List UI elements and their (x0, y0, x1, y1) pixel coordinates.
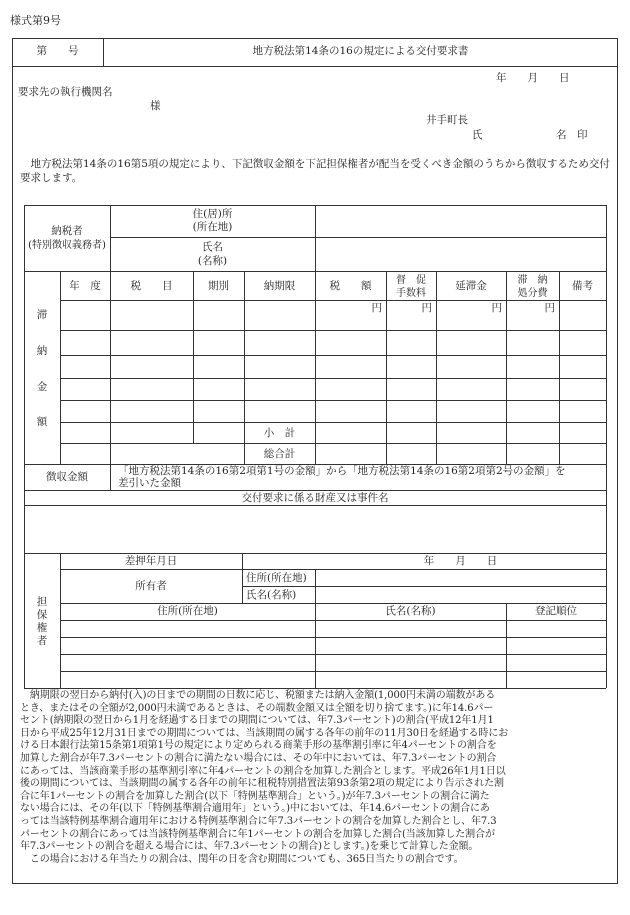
grid-line (242, 586, 606, 587)
grid-line (60, 271, 61, 464)
footnote-line: 合に年1パーセントの割合を加算した割合(以下「特例基準割合」という。)が年7.3パーセントの割合に満た (20, 790, 490, 802)
collection-text-cont: 差引いた金額 (118, 477, 181, 489)
subtotal-label: 小 計 (263, 427, 296, 439)
arrears-label-char: 滞 (36, 309, 48, 321)
total-label: 総合計 (263, 448, 296, 460)
taxpayer-address-sublabel: (所在地) (192, 221, 233, 233)
grid-line (315, 205, 316, 271)
col-due-date: 納期限 (263, 280, 296, 292)
footnote-line: とき、またはその全額が2,000円未満であるときは、その端数金額又は全額を切り捨てます。)に年14.6パー (20, 702, 494, 714)
grid-line (24, 688, 606, 689)
unit-yen: 円 (544, 302, 555, 314)
grid-line (60, 443, 606, 444)
property-label: 交付要求に係る財産又は事件名 (241, 492, 389, 504)
grid-line (60, 378, 606, 379)
owner-address-label: 住所(所在地) (246, 572, 307, 584)
grid-line (60, 603, 606, 604)
form-number: 様式第9号 (10, 14, 61, 27)
unit-yen: 円 (421, 302, 432, 314)
grid-line (193, 271, 194, 443)
grid-line (60, 637, 606, 638)
grid-line (60, 400, 606, 401)
footnote-line: 加算した割合が年7.3パーセントの割合に満たない場合には、その年中においては、年7.3パーセントの割合 (20, 752, 497, 764)
taxpayer-name-sublabel: (名称) (197, 255, 228, 267)
col-period: 期別 (208, 280, 229, 292)
header-divider (12, 66, 618, 67)
footnote-line: っては当該特例基準割合適用年における特例基準割合に年7.3パーセントの割合を加算した割合とし、年7.3 (20, 815, 497, 827)
taxpayer-sublabel: (特別徴収義務者) (28, 240, 106, 251)
grid-line (606, 205, 607, 688)
footnote-line: 納期限の翌日から納付(入)の日までの期間の日数に応じ、税額または納入金額(1,000円未満の端数がある (20, 690, 496, 701)
taxpayer-name-label: 氏名 (202, 241, 223, 253)
col-fee: 督 促 (396, 275, 426, 286)
arrears-label-char: 金 (36, 381, 48, 393)
grid-line (60, 553, 61, 688)
grid-line (110, 464, 111, 490)
grid-line (60, 300, 606, 301)
col-disposal: 滞 納 (517, 275, 548, 286)
col-fee-sub: 手数料 (396, 288, 426, 299)
grid-line (436, 271, 437, 464)
security-label-char: 保 (36, 609, 48, 621)
footnote-line: にあっては、当該商業手形の基準割引率に年4パーセントの割合を加算した割合とします。平成26年1月1日以 (20, 765, 506, 777)
footnote-line: 年7.3パーセントの割合を超える場合には、年7.3パーセントの割合)とします。)を乗じて計算した金額。 (20, 841, 479, 853)
security-label-char: 者 (36, 635, 48, 647)
footnote-line: この場合における年当たりの割合は、閏年の日を含む期間についても、365日当たりの割合です。 (20, 853, 464, 865)
seizure-date-value: 年 月 日 (423, 555, 498, 567)
seizure-date-label: 差押年月日 (124, 555, 178, 567)
unit-yen: 円 (491, 302, 502, 314)
security-label-char: 権 (36, 622, 48, 634)
col-holder-name: 氏名(名称) (385, 605, 436, 617)
grid-line (315, 569, 316, 688)
col-tax-item: 税 目 (130, 280, 173, 292)
col-year: 年 度 (69, 280, 101, 292)
grid-line (24, 505, 606, 506)
grid-line (110, 237, 606, 238)
grid-line (242, 553, 243, 603)
issue-date: 年 月 日 (496, 72, 570, 84)
owner-label: 所有者 (135, 580, 167, 592)
grid-line (24, 490, 606, 491)
document-number: 第 号 (36, 45, 79, 57)
taxpayer-label: 納税者 (51, 225, 83, 237)
col-remarks: 備考 (572, 280, 593, 292)
grid-line (559, 271, 560, 464)
issuer-name: 井手町長 (426, 114, 468, 126)
col-disposal-sub: 処分費 (517, 288, 548, 299)
col-tax-amount: 税 額 (329, 280, 372, 292)
arrears-label-char: 額 (36, 416, 48, 428)
taxpayer-address-label: 住(居)所 (192, 208, 233, 220)
interest-footnote (20, 690, 614, 866)
col-late-fee: 延滞金 (455, 280, 487, 292)
footnote-line: 日から平成25年12月31日までの期間については、当該期間の属する各年の前年の11月30日を経過する時にお (20, 727, 509, 739)
owner-name-label: 氏名(名称) (246, 589, 297, 601)
issuer-sign-line: 氏 名 印 (472, 129, 588, 141)
footnote-line: セント(納期限の翌日から1月を経過する日までの期間については、年7.3パーセント)の割合(平成12年1月1 (20, 715, 494, 727)
grid-line (24, 553, 606, 554)
addressee-honorific: 様 (150, 100, 161, 112)
arrears-label-char: 納 (36, 345, 48, 357)
footnote-line: ない場合には、その年(以下「特例基準割合適用年」という。)中においては、年14.6パーセントの割合にあ (20, 803, 490, 815)
footnote-line: 後の期間については、当該期間の属する各年の前年に租税特別措置法第93条第2項の規定により告示された割 (20, 778, 504, 790)
col-registration-rank: 登記順位 (535, 605, 577, 617)
security-label-char: 担 (36, 596, 48, 608)
grid-line (60, 654, 606, 655)
grid-line (315, 271, 316, 464)
footnote-line: ける日本銀行法第15条第1項第1号の規定により定められる商業手形の基準割引率に年4パーセントの割合を (20, 740, 497, 752)
unit-yen: 円 (371, 302, 382, 314)
footnote-line: パーセントの割合にあっては当該特例基準割合に年1パーセントの割合を加算した割合(当該加算した割合が (20, 828, 495, 840)
grid-line (60, 422, 606, 423)
intro-paragraph: 地方税法第14条の16第5項の規定により、下記徴収金額を下記担保権者が配当を受くべき金額のうちから徴収するため交付要求します。 (20, 158, 610, 184)
grid-line (110, 271, 111, 464)
collection-label: 徴収金額 (46, 471, 88, 483)
document-title: 地方税法第14条の16の規定による交付要求書 (252, 45, 469, 57)
grid-line (60, 330, 606, 331)
col-holder-address: 住所(所在地) (157, 605, 218, 617)
grid-line (60, 355, 606, 356)
grid-line (60, 620, 606, 621)
grid-line (60, 671, 606, 672)
collection-text: 「地方税法第14条の16第2項第1号の金額」から「地方税法第14条の16第2項第2号の金額」を (118, 465, 566, 477)
addressee-label: 要求先の執行機関名 (18, 86, 113, 98)
grid-line (60, 569, 606, 570)
